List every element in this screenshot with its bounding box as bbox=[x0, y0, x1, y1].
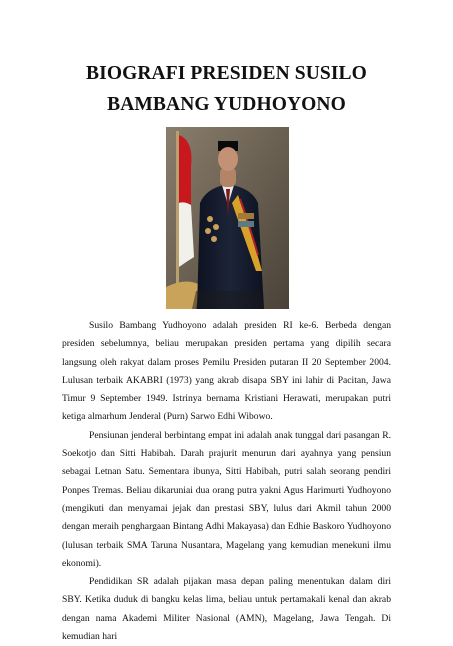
president-portrait bbox=[166, 127, 289, 309]
paragraph-1: Susilo Bambang Yudhoyono adalah presiden RI ke-6. Berbeda dengan presiden sebelumnya, beliau merupakan presiden pertama yang dipilih secara langsung oleh rakyat dalam proses Pemilu Presiden putaran II 20 September 2004. Lulusan terbaik AKABRI (1973) yang akrab disapa SBY ini lahir di Pacitan, Jawa Timur 9 September 1949. Istrinya bernama Kristiani Herawati, merupakan putri ketiga almarhum Jenderal (Purn) Sarwo Edhi Wibowo. bbox=[62, 320, 391, 423]
document-body bbox=[62, 317, 391, 646]
paragraph-3: Pendidikan SR adalah pijakan masa depan paling menentukan dalam diri SBY. Ketika duduk di bangku kelas lima, beliau untuk pertamakali kenal dan akrab dengan nama Akademi Militer Nasional (AMN), Magelang, Jawa Tengah. Di kemudian hari bbox=[62, 576, 391, 643]
document-title-line-2: BAMBANG YUDHOYONO bbox=[107, 94, 346, 115]
document-title-line-1: BIOGRAFI PRESIDEN SUSILO bbox=[86, 63, 367, 84]
paragraph-2: Pensiunan jenderal berbintang empat ini adalah anak tunggal dari pasangan R. Soekotjo dan Sitti Habibah. Darah prajurit menurun dari ayahnya yang pensiun sebagai Letnan Satu. Sementara ibunya, Sitti Habibah, putri salah seorang pendiri Ponpes Tremas. Beliau dikaruniai dua orang putra yakni Agus Harimurti Yudhoyono (mengikuti dan menyamai jejak dan prestasi SBY, lulus dari Akmil tahun 2000 dengan meraih penghargaan Bintang Adhi Makayasa) dan Edhie Baskoro Yudhoyono (lulusan terbaik SMA Taruna Nusantara, Magelang yang kemudian menekuni ilmu ekonomi). bbox=[62, 429, 391, 569]
